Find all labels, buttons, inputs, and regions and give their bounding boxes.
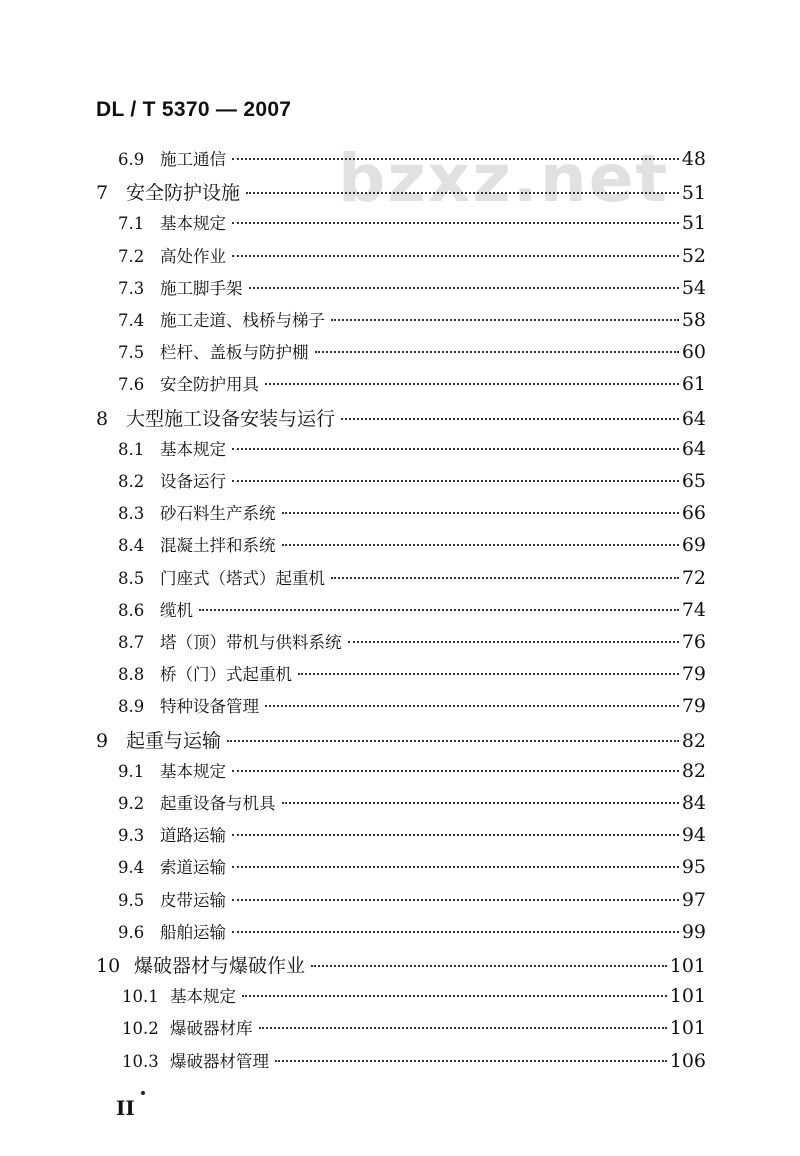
- toc-entry[interactable]: [118, 275, 706, 299]
- toc-entry[interactable]: [118, 371, 706, 395]
- toc-dot-leader: [315, 351, 679, 353]
- toc-entry[interactable]: [118, 629, 706, 653]
- toc-dot-leader: [232, 899, 679, 901]
- toc-entry[interactable]: [118, 500, 706, 524]
- toc-entry-page-number: 99: [681, 920, 706, 943]
- toc-entry-page-number: 101: [669, 955, 706, 977]
- toc-dot-leader: [265, 705, 679, 707]
- toc-entry-title: 缆机: [160, 600, 193, 620]
- toc-dot-leader: [341, 418, 679, 420]
- toc-entry-number: 8.4: [118, 536, 145, 556]
- toc-entry-number: 7.3: [118, 278, 145, 298]
- toc-dot-leader: [331, 319, 679, 321]
- toc-entry-title: 基本规定: [160, 439, 226, 459]
- toc-entry-number: 7.5: [118, 343, 145, 363]
- toc-entry-title: 施工通信: [160, 150, 226, 169]
- toc-entry-page-number: 95: [681, 856, 706, 879]
- toc-entry-page-number: 106: [669, 1049, 706, 1072]
- toc-entry[interactable]: [118, 790, 706, 814]
- toc-entry[interactable]: [96, 404, 706, 431]
- toc-entry-title: 基本规定: [170, 987, 236, 1007]
- toc-dot-leader: [246, 192, 679, 194]
- toc-dot-leader: [199, 609, 679, 611]
- toc-dot-leader: [232, 834, 679, 836]
- toc-entry-page-number: 58: [681, 309, 706, 331]
- toc-entry-page-number: 74: [681, 598, 706, 621]
- toc-entry-title: 船舶运输: [160, 922, 226, 942]
- toc-entry[interactable]: [96, 951, 706, 978]
- toc-entry-title: 混凝土拌和系统: [160, 536, 276, 556]
- toc-entry[interactable]: [118, 210, 706, 234]
- toc-dot-leader: [227, 740, 679, 742]
- toc-entry-page-number: 84: [681, 792, 706, 814]
- toc-entry[interactable]: [118, 339, 706, 363]
- toc-entry-number: 7.1: [118, 214, 145, 234]
- toc-entry[interactable]: [118, 597, 706, 621]
- toc-dot-leader: [265, 383, 679, 385]
- toc-entry-number: 7.4: [118, 311, 145, 330]
- toc-entry-title: 起重与运输: [126, 729, 222, 752]
- toc-entry-page-number: 52: [681, 244, 706, 267]
- toc-entry[interactable]: [118, 887, 706, 911]
- toc-entry-page-number: 66: [681, 502, 706, 525]
- toc-entry-number: 9.1: [118, 761, 145, 781]
- toc-entry-number: 9.3: [118, 826, 145, 846]
- toc-dot-leader: [331, 577, 679, 579]
- toc-entry[interactable]: [118, 532, 706, 556]
- toc-entry-page-number: 48: [681, 148, 706, 170]
- toc-entry-title: 特种设备管理: [160, 697, 259, 717]
- toc-entry-title: 安全防护用具: [160, 375, 259, 395]
- toc-entry-page-number: 51: [681, 212, 706, 235]
- toc-entry[interactable]: [118, 693, 706, 717]
- toc-entry-number: 9.5: [118, 890, 145, 910]
- watermark-text: bzxz.net: [338, 140, 670, 217]
- toc-entry-page-number: 101: [669, 1017, 706, 1040]
- toc-dot-leader: [232, 480, 679, 482]
- toc-entry-page-number: 82: [681, 729, 706, 752]
- toc-dot-leader: [242, 995, 667, 997]
- toc-entry[interactable]: [122, 1015, 706, 1039]
- toc-dot-leader: [298, 673, 679, 675]
- toc-entry-number: 9: [96, 729, 109, 752]
- toc-entry[interactable]: [118, 243, 706, 267]
- toc-entry[interactable]: [118, 436, 706, 460]
- toc-entry-title: 爆破器材管理: [170, 1051, 269, 1071]
- toc-entry-title: 桥（门）式起重机: [160, 665, 292, 685]
- toc-entry[interactable]: [118, 146, 706, 170]
- toc-entry[interactable]: [96, 726, 706, 753]
- toc-entry-number: 8.2: [118, 472, 145, 491]
- toc-entry[interactable]: [118, 661, 706, 685]
- document-code-header: DL / T 5370 — 2007: [96, 98, 292, 121]
- toc-entry-page-number: 79: [681, 663, 706, 686]
- toc-entry[interactable]: [118, 822, 706, 846]
- toc-entry-title: 设备运行: [160, 472, 226, 491]
- toc-entry-number: 8.9: [118, 697, 145, 717]
- toc-entry-page-number: 61: [681, 373, 706, 396]
- toc-entry-page-number: 79: [681, 695, 706, 718]
- toc-dot-leader: [232, 255, 679, 257]
- toc-entry-number: 8.3: [118, 504, 145, 524]
- toc-entry-page-number: 54: [681, 276, 706, 299]
- toc-dot-leader: [232, 158, 679, 160]
- toc-entry-number: 7: [96, 182, 109, 205]
- toc-entry-title: 高处作业: [160, 246, 226, 266]
- toc-entry-number: 10.2: [122, 1019, 159, 1039]
- toc-entry-title: 索道运输: [160, 858, 226, 878]
- toc-dot-leader: [249, 287, 679, 289]
- toc-entry-page-number: 76: [681, 631, 706, 653]
- toc-entry-title: 安全防护设施: [126, 182, 241, 205]
- footer-dot: [141, 1091, 145, 1095]
- toc-entry-title: 施工走道、栈桥与梯子: [160, 311, 325, 330]
- toc-entry-title: 门座式（塔式）起重机: [160, 568, 325, 588]
- toc-entry-title: 基本规定: [160, 761, 226, 781]
- toc-entry-page-number: 82: [681, 759, 706, 782]
- toc-entry-number: 9.4: [118, 858, 145, 878]
- toc-entry-number: 7.2: [118, 246, 145, 266]
- toc-entry-title: 塔（顶）带机与供料系统: [160, 633, 342, 652]
- toc-entry-number: 8.6: [118, 600, 145, 620]
- toc-entry[interactable]: [118, 565, 706, 589]
- toc-entry-title: 砂石料生产系统: [160, 504, 276, 524]
- toc-dot-leader: [232, 866, 679, 868]
- toc-entry-number: 10: [96, 955, 121, 977]
- page-number-footer: II: [116, 1096, 135, 1120]
- toc-dot-leader: [311, 965, 667, 967]
- toc-entry-number: 8: [96, 407, 109, 430]
- toc-entry-title: 爆破器材库: [170, 1019, 253, 1039]
- toc-dot-leader: [282, 544, 679, 546]
- toc-entry-title: 基本规定: [160, 214, 226, 234]
- toc-entry-number: 8.1: [118, 439, 145, 459]
- toc-dot-leader: [232, 222, 679, 224]
- toc-entry-page-number: 94: [681, 824, 706, 847]
- toc-entry-page-number: 60: [681, 341, 706, 364]
- toc-entry[interactable]: [118, 307, 706, 331]
- toc-entry-page-number: 65: [681, 470, 706, 492]
- toc-dot-leader: [259, 1027, 667, 1029]
- toc-entry-title: 大型施工设备安装与运行: [126, 407, 336, 430]
- toc-entry-number: 9.6: [118, 922, 145, 942]
- toc-dot-leader: [282, 802, 679, 804]
- toc-entry-title: 栏杆、盖板与防护棚: [160, 343, 309, 363]
- toc-entry[interactable]: [122, 1048, 706, 1072]
- toc-dot-leader: [232, 770, 679, 772]
- toc-entry[interactable]: [118, 468, 706, 492]
- toc-entry-number: 7.6: [118, 375, 145, 395]
- toc-entry-number: 8.5: [118, 568, 145, 588]
- toc-entry-page-number: 69: [681, 534, 706, 557]
- toc-entry-page-number: 97: [681, 888, 706, 911]
- toc-entry[interactable]: [118, 854, 706, 878]
- toc-entry-title: 皮带运输: [160, 890, 226, 910]
- toc-entry-title: 道路运输: [160, 826, 226, 846]
- toc-entry-title: 施工脚手架: [160, 278, 243, 298]
- toc-entry-title: 爆破器材与爆破作业: [134, 955, 306, 977]
- toc-dot-leader: [282, 512, 679, 514]
- toc-entry-number: 10.3: [122, 1051, 159, 1071]
- toc-dot-leader: [232, 448, 679, 450]
- toc-entry-number: 10.1: [122, 987, 159, 1007]
- toc-entry-page-number: 101: [669, 985, 706, 1008]
- toc-entry[interactable]: [118, 758, 706, 782]
- toc-entry-number: 6.9: [118, 150, 145, 169]
- toc-dot-leader: [232, 931, 679, 933]
- toc-dot-leader: [348, 641, 679, 643]
- toc-dot-leader: [275, 1060, 667, 1062]
- toc-entry-page-number: 64: [681, 437, 706, 460]
- toc-entry-number: 8.7: [118, 633, 145, 652]
- toc-entry-number: 9.2: [118, 794, 145, 813]
- toc-entry[interactable]: [122, 983, 706, 1007]
- toc-entry-number: 8.8: [118, 665, 145, 685]
- toc-entry-page-number: 64: [681, 407, 706, 430]
- toc-entry[interactable]: [96, 178, 706, 205]
- toc-entry-page-number: 51: [681, 182, 706, 205]
- toc-entry-title: 起重设备与机具: [160, 794, 276, 813]
- toc-entry-page-number: 72: [681, 566, 706, 589]
- toc-entry[interactable]: [118, 919, 706, 943]
